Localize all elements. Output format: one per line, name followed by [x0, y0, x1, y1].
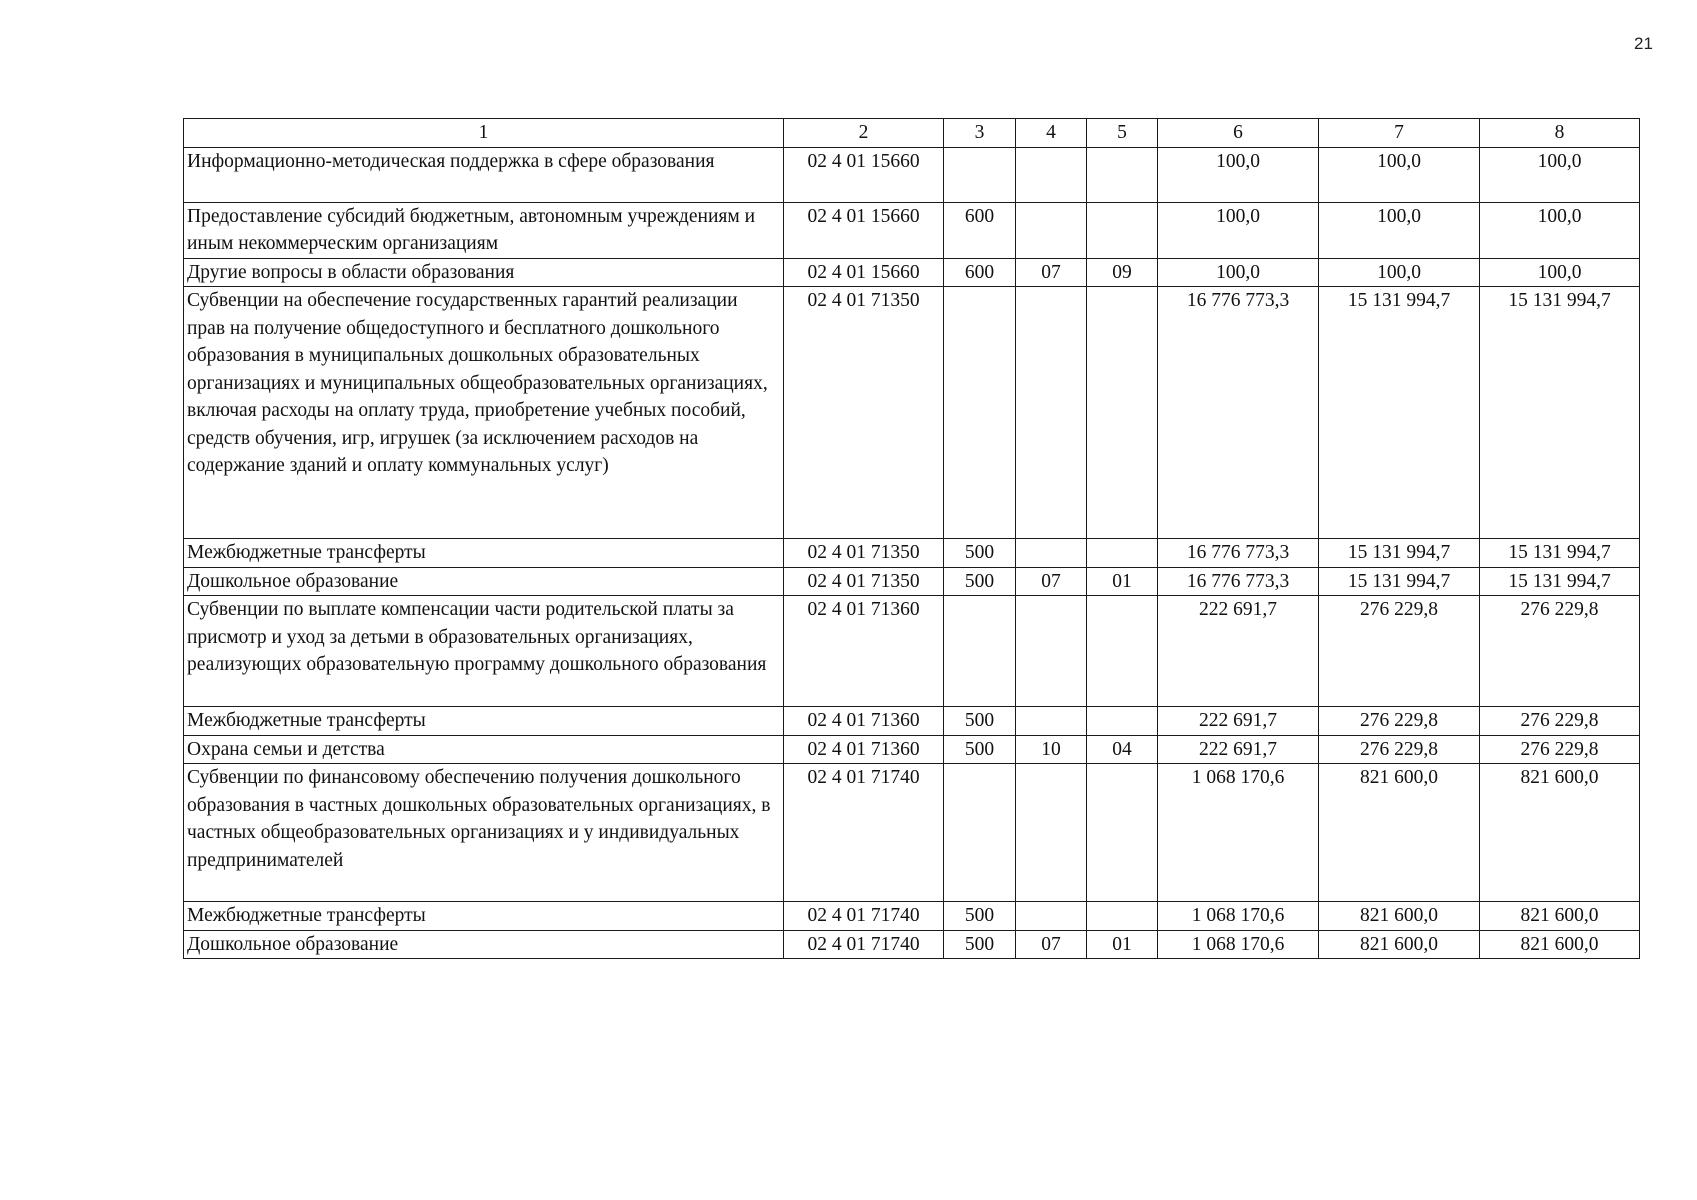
row-value-7: 15 131 994,7 [1319, 287, 1480, 539]
row-value-8: 821 600,0 [1480, 902, 1640, 931]
header-cell-3: 3 [944, 119, 1016, 148]
row-col5: 01 [1087, 930, 1158, 959]
row-value-7: 276 229,8 [1319, 707, 1480, 736]
row-value-6: 100,0 [1158, 202, 1319, 258]
table-row [184, 902, 1640, 931]
row-code: 02 4 01 71740 [784, 930, 944, 959]
header-cell-7: 7 [1319, 119, 1480, 148]
row-value-7: 100,0 [1319, 258, 1480, 287]
row-value-8: 15 131 994,7 [1480, 567, 1640, 596]
row-value-8: 100,0 [1480, 258, 1640, 287]
row-value-7: 821 600,0 [1319, 902, 1480, 931]
table-row [184, 539, 1640, 568]
row-value-6: 1 068 170,6 [1158, 930, 1319, 959]
row-col3: 500 [944, 539, 1016, 568]
page-number: 21 [1634, 34, 1653, 53]
row-value-8: 821 600,0 [1480, 764, 1640, 902]
row-value-8: 15 131 994,7 [1480, 287, 1640, 539]
row-value-7: 100,0 [1319, 202, 1480, 258]
row-col5 [1087, 147, 1158, 202]
row-value-8: 100,0 [1480, 202, 1640, 258]
row-value-6: 1 068 170,6 [1158, 902, 1319, 931]
budget-table [183, 118, 1640, 959]
row-code: 02 4 01 71740 [784, 902, 944, 931]
row-value-7: 15 131 994,7 [1319, 539, 1480, 568]
row-code: 02 4 01 71360 [784, 735, 944, 764]
row-code: 02 4 01 71350 [784, 567, 944, 596]
row-col4: 10 [1016, 735, 1087, 764]
row-name: Субвенции по выплате компенсации части родительской платы за присмотр и уход за детьми в образовательных организациях, реализующих образовательную программу дошкольного образования [184, 596, 784, 707]
row-col3 [944, 287, 1016, 539]
row-col3 [944, 596, 1016, 707]
row-value-7: 100,0 [1319, 147, 1480, 202]
row-code: 02 4 01 15660 [784, 258, 944, 287]
table-row [184, 287, 1640, 539]
row-col4 [1016, 764, 1087, 902]
row-col3: 600 [944, 258, 1016, 287]
row-col3: 500 [944, 735, 1016, 764]
row-col4 [1016, 202, 1087, 258]
row-value-6: 16 776 773,3 [1158, 539, 1319, 568]
row-value-7: 276 229,8 [1319, 596, 1480, 707]
row-code: 02 4 01 71350 [784, 539, 944, 568]
row-col4: 07 [1016, 930, 1087, 959]
row-col4 [1016, 707, 1087, 736]
row-name: Предоставление субсидий бюджетным, автономным учреждениям и иным некоммерческим организациям [184, 202, 784, 258]
row-name: Субвенции на обеспечение государственных гарантий реализации прав на получение общедоступного и бесплатного дошкольного образования в муниципальных дошкольных образовательных организациях и муниципальных общеобразовательных организациях, включая расходы на оплату труда, приобретение учебных пособий, средств обучения, игр, игрушек (за исключением расходов на содержание зданий и оплату коммунальных услуг) [184, 287, 784, 539]
row-name: Дошкольное образование [184, 567, 784, 596]
table-row [184, 930, 1640, 959]
row-code: 02 4 01 15660 [784, 202, 944, 258]
row-col5: 09 [1087, 258, 1158, 287]
row-code: 02 4 01 71350 [784, 287, 944, 539]
row-value-6: 100,0 [1158, 147, 1319, 202]
row-col3 [944, 764, 1016, 902]
table-row [184, 567, 1640, 596]
row-value-6: 16 776 773,3 [1158, 567, 1319, 596]
row-name: Межбюджетные трансферты [184, 539, 784, 568]
row-col5 [1087, 287, 1158, 539]
row-col4 [1016, 147, 1087, 202]
row-code: 02 4 01 71360 [784, 596, 944, 707]
row-col5 [1087, 707, 1158, 736]
row-value-8: 15 131 994,7 [1480, 539, 1640, 568]
row-col5: 01 [1087, 567, 1158, 596]
table-row [184, 735, 1640, 764]
row-col3: 500 [944, 902, 1016, 931]
header-cell-8: 8 [1480, 119, 1640, 148]
row-col3: 500 [944, 930, 1016, 959]
row-value-7: 821 600,0 [1319, 764, 1480, 902]
row-name: Охрана семьи и детства [184, 735, 784, 764]
row-code: 02 4 01 71740 [784, 764, 944, 902]
row-col4: 07 [1016, 567, 1087, 596]
table-row [184, 202, 1640, 258]
row-value-8: 100,0 [1480, 147, 1640, 202]
row-value-8: 276 229,8 [1480, 596, 1640, 707]
row-name: Дошкольное образование [184, 930, 784, 959]
row-value-6: 222 691,7 [1158, 735, 1319, 764]
table-row [184, 707, 1640, 736]
row-col4 [1016, 902, 1087, 931]
row-value-7: 15 131 994,7 [1319, 567, 1480, 596]
row-value-6: 16 776 773,3 [1158, 287, 1319, 539]
row-name: Межбюджетные трансферты [184, 902, 784, 931]
row-value-7: 821 600,0 [1319, 930, 1480, 959]
row-col5 [1087, 539, 1158, 568]
row-value-6: 1 068 170,6 [1158, 764, 1319, 902]
row-col4 [1016, 287, 1087, 539]
header-cell-2: 2 [784, 119, 944, 148]
row-col4 [1016, 596, 1087, 707]
row-col5 [1087, 596, 1158, 707]
row-value-7: 276 229,8 [1319, 735, 1480, 764]
row-value-8: 276 229,8 [1480, 707, 1640, 736]
row-name: Субвенции по финансовому обеспечению получения дошкольного образования в частных дошкольных образовательных организациях, в частных общеобразовательных организациях и у индивидуальных предпринимателей [184, 764, 784, 902]
header-cell-4: 4 [1016, 119, 1087, 148]
row-code: 02 4 01 71360 [784, 707, 944, 736]
row-value-8: 821 600,0 [1480, 930, 1640, 959]
row-value-6: 100,0 [1158, 258, 1319, 287]
table-row [184, 596, 1640, 707]
row-col3: 500 [944, 567, 1016, 596]
table-row [184, 764, 1640, 902]
header-cell-5: 5 [1087, 119, 1158, 148]
row-col4: 07 [1016, 258, 1087, 287]
table-row [184, 258, 1640, 287]
table-row [184, 147, 1640, 202]
row-col3 [944, 147, 1016, 202]
row-name: Другие вопросы в области образования [184, 258, 784, 287]
table-header-row [184, 119, 1640, 148]
row-code: 02 4 01 15660 [784, 147, 944, 202]
row-col4 [1016, 539, 1087, 568]
row-col3: 500 [944, 707, 1016, 736]
header-cell-1: 1 [184, 119, 784, 148]
row-name: Информационно-методическая поддержка в сфере образования [184, 147, 784, 202]
row-col5 [1087, 902, 1158, 931]
row-value-8: 276 229,8 [1480, 735, 1640, 764]
row-col5 [1087, 202, 1158, 258]
row-col3: 600 [944, 202, 1016, 258]
row-value-6: 222 691,7 [1158, 596, 1319, 707]
row-value-6: 222 691,7 [1158, 707, 1319, 736]
header-cell-6: 6 [1158, 119, 1319, 148]
row-col5 [1087, 764, 1158, 902]
row-name: Межбюджетные трансферты [184, 707, 784, 736]
row-col5: 04 [1087, 735, 1158, 764]
